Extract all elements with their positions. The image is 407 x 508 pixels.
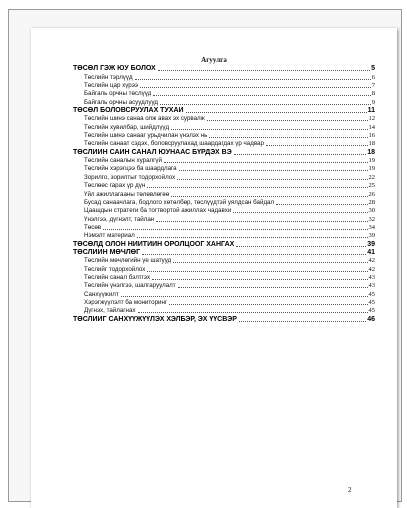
toc-entry-page: 14: [368, 123, 375, 131]
toc-entry-page: 18: [368, 140, 375, 148]
toc-dot-leader: [142, 253, 366, 255]
toc-dot-leader: [173, 261, 367, 263]
toc-entry-page: 34: [368, 223, 375, 231]
toc-section-entry[interactable]: [73, 299, 375, 307]
table-of-contents: [73, 65, 375, 324]
toc-entry-title: Нэмэлт материал: [84, 232, 135, 240]
toc-section-entry[interactable]: [73, 115, 375, 123]
toc-entry-page: 32: [368, 215, 375, 223]
toc-section-entry[interactable]: [73, 190, 375, 198]
toc-chapter-entry[interactable]: [73, 107, 375, 115]
toc-dot-leader: [207, 119, 368, 121]
toc-entry-title: Төслөөс гарах үр дүн: [84, 182, 146, 190]
toc-entry-page: 43: [368, 273, 375, 281]
toc-entry-title: Үнэлгээ, дүгнэлт, тайлан: [84, 215, 155, 223]
toc-entry-title: Төслийн санаат сэдэх, боловсруулахад шаардагдах үр чадвар: [84, 140, 264, 148]
toc-section-entry[interactable]: [73, 182, 375, 190]
toc-entry-title: ТӨСЛИЙН МӨЧЛӨГ: [73, 248, 141, 256]
toc-entry-title: Байгаль орчны төслүүд: [84, 90, 152, 98]
toc-dot-leader: [179, 169, 368, 171]
toc-entry-title: ТӨСӨЛ БОЛОВСРУУЛАХ ТУХАЙ: [73, 107, 184, 115]
toc-section-entry[interactable]: [73, 82, 375, 90]
toc-chapter-entry[interactable]: [73, 240, 375, 248]
toc-entry-page: 7: [371, 82, 375, 90]
toc-entry-page: 12: [368, 115, 375, 123]
toc-entry-title: Зорилго, зорилтыг тодорхойлох: [84, 173, 176, 181]
toc-entry-page: 25: [368, 182, 375, 190]
toc-entry-title: Хэрэгжүүлэлт ба мониторинг: [84, 298, 168, 306]
toc-entry-title: Төслийг тодорхойлох: [84, 265, 146, 273]
toc-entry-page: 30: [368, 207, 375, 215]
toc-dot-leader: [152, 278, 367, 280]
toc-dot-leader: [233, 211, 367, 213]
toc-chapter-entry[interactable]: [73, 315, 375, 323]
toc-dot-leader: [138, 311, 368, 313]
toc-section-entry[interactable]: [73, 257, 375, 265]
toc-dot-leader: [153, 94, 370, 96]
toc-entry-title: Төслийн хувилбар, шийдлүүд: [84, 123, 170, 131]
toc-entry-page: 39: [367, 240, 375, 248]
toc-entry-page: 6: [371, 73, 375, 81]
toc-dot-leader: [276, 203, 367, 205]
toc-section-entry[interactable]: [73, 265, 375, 273]
toc-dot-leader: [236, 245, 366, 247]
toc-section-entry[interactable]: [73, 132, 375, 140]
toc-entry-title: Төслийн шинэ санаа олж авах эх сурвалж: [84, 115, 205, 123]
toc-dot-leader: [209, 136, 367, 138]
toc-entry-title: Төслийн мөчлөгийн үе шатууд: [84, 257, 172, 265]
toc-dot-leader: [169, 303, 367, 305]
toc-dot-leader: [178, 286, 368, 288]
toc-entry-title: Үйл ажиллагааны төлөвлөгөө: [84, 190, 170, 198]
toc-chapter-entry[interactable]: [73, 65, 375, 73]
toc-dot-leader: [177, 178, 367, 180]
toc-entry-title: Төслийн санал бэлтгэх: [84, 273, 151, 281]
toc-section-entry[interactable]: [73, 307, 375, 315]
toc-dot-leader: [103, 228, 367, 230]
toc-section-entry[interactable]: [73, 199, 375, 207]
toc-entry-title: Цаашдын стратеги ба тогтвортой ажиллах чадавхи: [84, 207, 232, 215]
toc-entry-page: 8: [371, 90, 375, 98]
toc-entry-page: 19: [368, 165, 375, 173]
toc-entry-page: 39: [368, 232, 375, 240]
toc-section-entry[interactable]: [73, 274, 375, 282]
toc-entry-title: ТӨСЛИЙГ САНХҮҮЖҮҮЛЭХ ХЭЛБЭР, ЭХ ҮҮСВЭР: [73, 315, 237, 323]
toc-entry-title: Бусад санаачлага, бодлого хөтөлбөр, төслүүдтэй уялдсан байдал: [84, 198, 275, 206]
toc-heading: Агуулга: [201, 56, 227, 64]
toc-entry-title: Төслийн саналын хуралгүй: [84, 157, 162, 165]
toc-dot-leader: [158, 69, 370, 71]
toc-entry-title: Төслийн цар хүрээ: [84, 82, 139, 90]
toc-entry-page: 16: [368, 132, 375, 140]
toc-chapter-entry[interactable]: [73, 249, 375, 257]
toc-dot-leader: [135, 78, 371, 80]
toc-entry-title: Төслийн үнэлгээ, шалгаруулалт: [84, 282, 176, 290]
toc-entry-title: Төслийн хэрэгцээ ба шаардлага: [84, 165, 177, 173]
toc-dot-leader: [147, 186, 367, 188]
toc-entry-page: 26: [368, 190, 375, 198]
toc-dot-leader: [160, 103, 371, 105]
toc-entry-page: 5: [371, 65, 375, 73]
toc-entry-page: 42: [368, 257, 375, 265]
document-page: [31, 28, 397, 508]
toc-section-entry[interactable]: [73, 165, 375, 173]
toc-chapter-entry[interactable]: [73, 148, 375, 156]
toc-section-entry[interactable]: [73, 224, 375, 232]
toc-section-entry[interactable]: [73, 290, 375, 298]
toc-dot-leader: [239, 320, 366, 322]
toc-entry-page: 11: [367, 107, 375, 115]
toc-entry-page: 22: [368, 173, 375, 181]
toc-entry-page: 45: [368, 307, 375, 315]
toc-entry-page: 45: [368, 290, 375, 298]
toc-section-entry[interactable]: [73, 207, 375, 215]
toc-entry-title: Дүгнэх, тайлагнах: [84, 307, 136, 315]
toc-section-entry[interactable]: [73, 123, 375, 131]
toc-section-entry[interactable]: [73, 232, 375, 240]
toc-entry-title: ТӨСЛИЙН САЙН САНАЛ ЮУНААС БҮРДЭХ ВЭ: [73, 148, 232, 156]
toc-dot-leader: [171, 195, 367, 197]
toc-entry-title: Төсөв: [84, 223, 102, 231]
toc-entry-page: 43: [368, 282, 375, 290]
toc-dot-leader: [147, 270, 367, 272]
toc-dot-leader: [137, 236, 368, 238]
toc-section-entry[interactable]: [73, 157, 375, 165]
page-number: 2: [348, 486, 352, 494]
toc-entry-page: 41: [367, 248, 375, 256]
toc-section-entry[interactable]: [73, 173, 375, 181]
toc-dot-leader: [164, 161, 368, 163]
toc-entry-page: 46: [367, 315, 375, 323]
toc-entry-page: 19: [368, 157, 375, 165]
toc-dot-leader: [266, 144, 368, 146]
document-viewer-frame: [8, 9, 402, 502]
toc-entry-title: Санхүүжилт: [84, 290, 119, 298]
toc-entry-title: ТӨСӨЛ ГЭЖ ЮУ БОЛОХ: [73, 65, 156, 73]
toc-entry-title: Байгаль орчны асуудлууд: [84, 98, 158, 106]
toc-entry-title: Төслийн тэрлүүд: [84, 73, 133, 81]
toc-dot-leader: [121, 295, 368, 297]
toc-dot-leader: [156, 220, 367, 222]
toc-section-entry[interactable]: [73, 73, 375, 81]
toc-entry-page: 45: [368, 298, 375, 306]
toc-dot-leader: [171, 128, 367, 130]
toc-entry-page: 9: [371, 98, 375, 106]
toc-dot-leader: [234, 153, 367, 155]
toc-entry-page: 28: [368, 198, 375, 206]
toc-section-entry[interactable]: [73, 98, 375, 106]
toc-entry-title: Төслийн шинэ санааг урьдчилан үнэлэх нь: [84, 132, 208, 140]
toc-section-entry[interactable]: [73, 90, 375, 98]
toc-entry-page: 18: [367, 148, 375, 156]
toc-entry-page: 42: [368, 265, 375, 273]
toc-dot-leader: [140, 86, 371, 88]
toc-section-entry[interactable]: [73, 282, 375, 290]
toc-section-entry[interactable]: [73, 140, 375, 148]
toc-dot-leader: [186, 111, 367, 113]
toc-entry-title: ТӨСӨЛД ОЛОН НИЙТИЙН ОРОЛЦООГ ХАНГАХ: [73, 240, 235, 248]
toc-section-entry[interactable]: [73, 215, 375, 223]
